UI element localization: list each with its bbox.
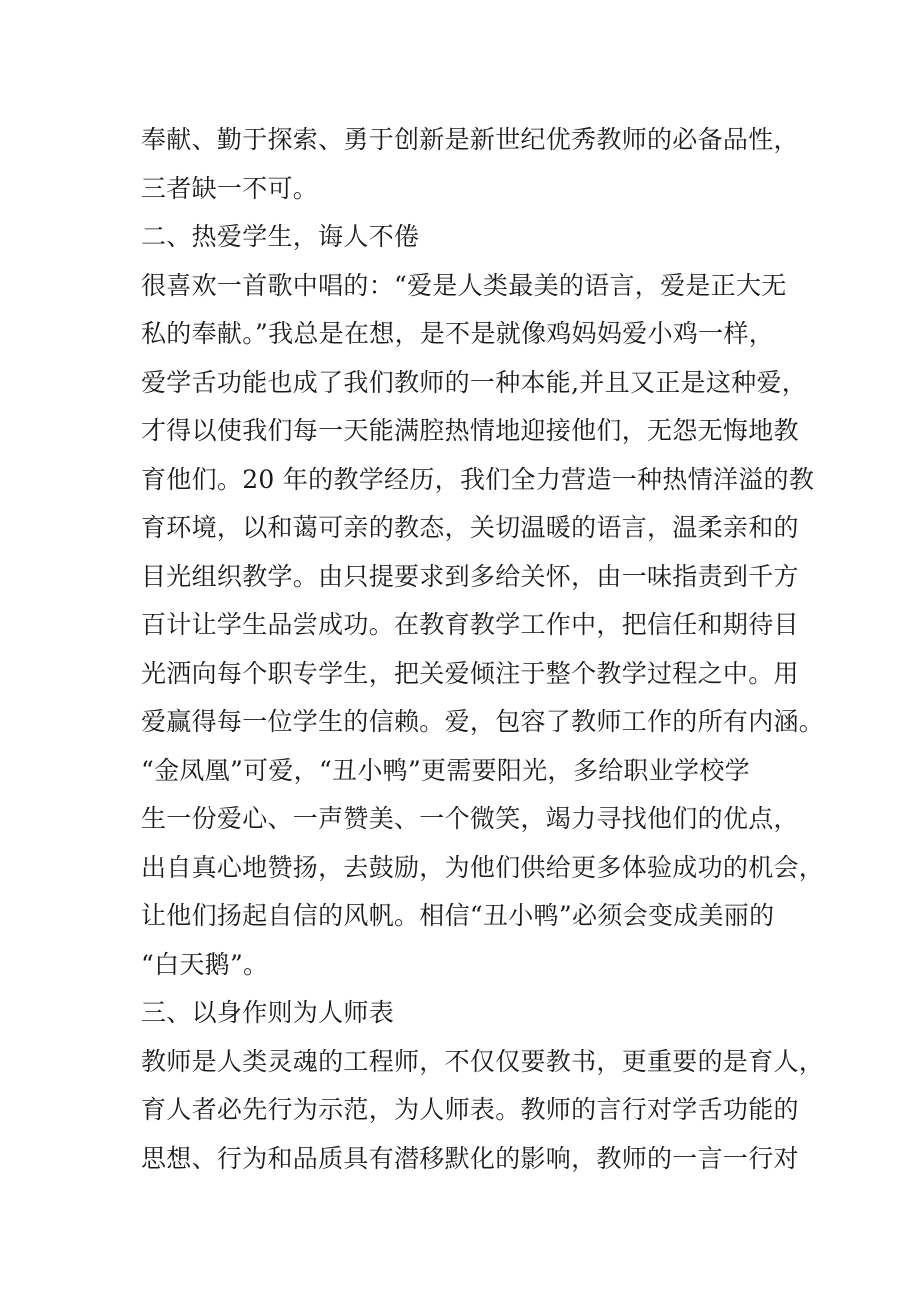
text-line: “白天鹅”。 (141, 949, 269, 979)
text-line: 私的奉献。”我总是在想，是不是就像鸡妈妈爱小鸡一样， (141, 319, 775, 348)
document-body (141, 116, 825, 1183)
text-line: 目光组织教学。由只提要求到多给关怀，由一味指责到千方 (141, 561, 799, 591)
text-line: 奉献、勤于探索、勇于创新是新世纪优秀教师的必备品性， (141, 125, 799, 154)
text-line: 爱赢得每一位学生的信赖。爱，包容了教师工作的所有内涵。 (141, 707, 825, 736)
text-line: 三者缺一不可。 (141, 173, 319, 203)
text-line: 生一份爱心、一声赞美、一个微笑，竭力寻找他们的优点， (141, 804, 799, 833)
text-line: 出自真心地赞扬，去鼓励，为他们供给更多体验成功的机会， (141, 852, 825, 882)
section-heading: 二、热爱学生，诲人不倦 (141, 222, 420, 251)
text-line: 爱学舌功能也成了我们教师的一种本能,并且又正是这种爱， (141, 367, 808, 397)
text-line: 光洒向每个职专学生，把关爱倾注于整个教学过程之中。用 (141, 658, 799, 688)
text-line: 育人者必先行为示范，为人师表。教师的言行对学舌功能的 (141, 1095, 799, 1124)
text-line: 才得以使我们每一天能满腔热情地迎接他们，无怨无悔地教 (141, 416, 799, 445)
text-line: 思想、行为和品质具有潜移默化的影响，教师的一言一行对 (141, 1143, 799, 1173)
text-line: 百计让学生品尝成功。在教育教学工作中，把信任和期待目 (141, 610, 799, 639)
section-heading: 三、以身作则为人师表 (141, 998, 395, 1027)
text-line: “金凤凰”可爱，“丑小鸭”更需要阳光，多给职业学校学 (141, 755, 750, 785)
text-line: 教师是人类灵魂的工程师，不仅仅要教书，更重要的是育人， (141, 1046, 825, 1076)
text-line: 让他们扬起自信的风帆。相信“丑小鸭”必须会变成美丽的 (141, 901, 775, 930)
text-line: 很喜欢一首歌中唱的：“爱是人类最美的语言，爱是正大无 (141, 270, 787, 300)
text-line: 育环境，以和蔼可亲的教态，关切温暖的语言，温柔亲和的 (141, 513, 799, 542)
text-line: 育他们。20 年的教学经历，我们全力营造一种热情洋溢的教 (141, 464, 815, 494)
